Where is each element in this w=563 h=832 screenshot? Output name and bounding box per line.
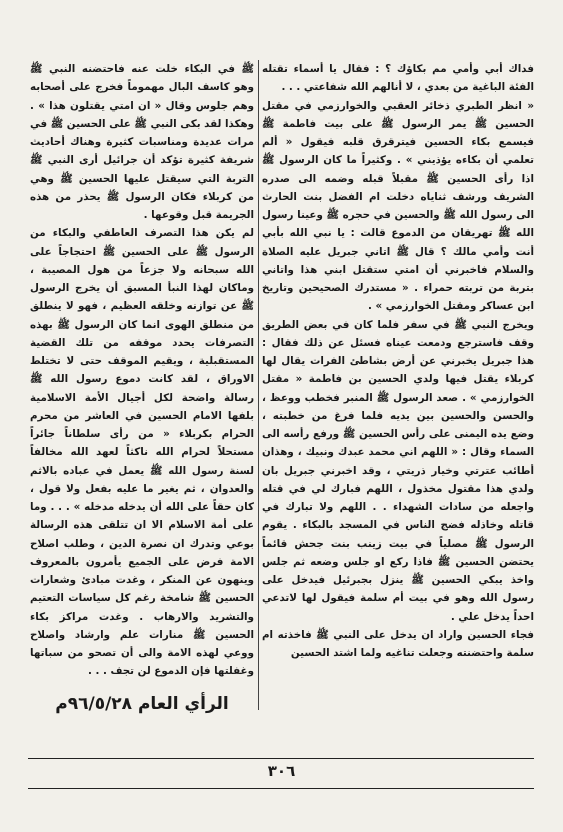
paragraph: فداك أبي وأمي مم بكاؤك ؟ : فقال يا أسماء تقتله الفئة الباغية من بعدي ، لا أنالهم الله شفاعتي . . .	[262, 63, 534, 94]
right-text-column	[262, 60, 534, 662]
paragraph: فجاء الحسين واراد ان يدخل على النبي ﷺ فاخذته ام سلمة واحتضنته وجعلت تناغيه ولما اشتد الحسين	[262, 628, 534, 659]
footer-rule-top	[28, 758, 534, 759]
paragraph: ويخرج النبي ﷺ في سفر فلما كان في بعض الطريق وقف فاسترجع ودمعت عيناه فسئل عن ذلك فقال : هذا جبريل يخبرني عن أرض بشاطئ الفرات يقال لها كربلاء يقتل فيها ولدي الحسين بن فاطمة « مقتل الخوارزمي » . صعد الرسول ﷺ المنبر فخطب ووعظ ، والحسن والحسين بين يديه فلما فرغ من خطبته ، وضع يده اليمنى على رأس الحسين ﷺ ورفع رأسه الى السماء وقال : « اللهم اني محمد عبدك ونبيك ، وهذان أطائب عترتي وخيار ذريتي ، وقد اخبرني جبريل بان ولدي هذا مقتول مخذول ، اللهم فبارك لي في قتله واجعله من سادات الشهداء . . اللهم ولا تبارك في قاتله وخاذله فضج الناس في المسجد بالبكاء . يقوم الرسول ﷺ مصلياً في بيت زينب بنت جحش قائماً يحتضن الحسين ﷺ فاذا ركع او جلس وضعه ثم جلس واخذ يبكي الحسين ﷺ ينزل بجبرئيل فيدخل على رسول الله وهو في بيت أم سلمة فيقول لها لاتدعي احداً يدخل علي .	[262, 318, 534, 623]
source-signature: الرأي العام ٩٦/٥/٢٨م	[55, 693, 229, 714]
paragraph: ﷺ في البكاء خلت عنه فاحتضنه النبي ﷺ وهو كاسف البال مهموماً فخرج على أصحابه وهم جلوس وقال « ان امتي يقتلون هذا » . وهكذا لقد بكى النبي ﷺ على الحسين ﷺ في مرات عديدة ومناسبات كثيرة وهناك أحاديث شريفة كثيرة تؤكد أن جرائيل أرى النبي ﷺ التربة التي سيقتل عليها الحسين ﷺ وهي من كربلاء فكان الرسول ﷺ يحذر من هذه الجريمة قبل وقوعها .	[30, 63, 254, 221]
paragraph: « انظر الطبري ذخائر العقبي والخوارزمي في مقتل الحسين ﷺ يمر الرسول ﷺ على بيت فاطمة ﷺ فيسمع بكاء الحسين فيترقرق قلبه فيقول « ألم تعلمي أن بكاءه يؤذيني » . وكثيراً ما كان الرسول ﷺ اذا رأى الحسين ﷺ مقبلاً قبله وضمه الى صدره الشريف ورشف ثناياه دخلت ام الفضل بنت الحارث الى رسول الله ﷺ والحسين في حجره ﷺ وعينا رسول الله ﷺ تهريقان من الدموع قالت : يا نبي الله بأبي أنت وأمي مالك ؟ قال ﷺ اتاني جبريل عليه الصلاة والسلام فاخبرني أن امتي ستقتل ابني هذا واتاني بتربة من تربته حمراء . « مستدرك الصحيحين وتاريخ ابن عساكر ومقتل الخوارزمي » .	[262, 99, 534, 313]
page-number: ٣٠٦	[267, 762, 296, 780]
footer-rule-bottom	[28, 788, 534, 789]
column-divider	[258, 60, 259, 710]
paragraph: لم يكن هذا التصرف العاطفي والبكاء من الرسول ﷺ على الحسين ﷺ احتجاجاً على الله سبحانه ولا جزعاً من هول المصيبة ، وماكان لهذا النبأ المسبق أن يخرج الرسول ﷺ عن توازنه وخلقه العظيم ، فهو لا ينطلق من منطلق الهوى انما كان الرسول ﷺ بهذه التصرفات يحدد موقفه من تلك القضية المستقبلية ، ويقيم الموقف حتى لا تختلط الاوراق ، لقد كانت دموع رسول الله ﷺ رسالة واضحة لكل أجيال الأمة الاسلامية بلفها الامام الحسين في العاشر من محرم الحرام بكربلاء « من رأى سلطاناً جائراً مستحلاً لحرام الله ناكثاً لعهد الله مخالفاً لسنة رسول الله ﷺ يعمل في عباده بالاثم والعدوان ، ثم يغير ما عليه بفعل ولا قول ، كان حقاً على الله أن يدخله مدخله » . . . وما على أمة الاسلام الا ان تتلقى هذه الرسالة بوعي وتدرك ان نصرة الدين ، وطلب اصلاح الامة فرض على الجميع يأمرون بالمعروف وينهون عن المنكر ، وغدت مبادئ وشعارات الحسين ﷺ شامخة رغم كل سياسات التعتيم والتشريد والارهاب . وغدت مراكز بكاء الحسين ﷺ منارات علم وارشاد واصلاح ووعي لهذه الامة والى أن تصحو من سباتها وغفلتها فإن الدموع لن تجف . . .	[30, 227, 254, 678]
left-text-column	[30, 60, 254, 713]
